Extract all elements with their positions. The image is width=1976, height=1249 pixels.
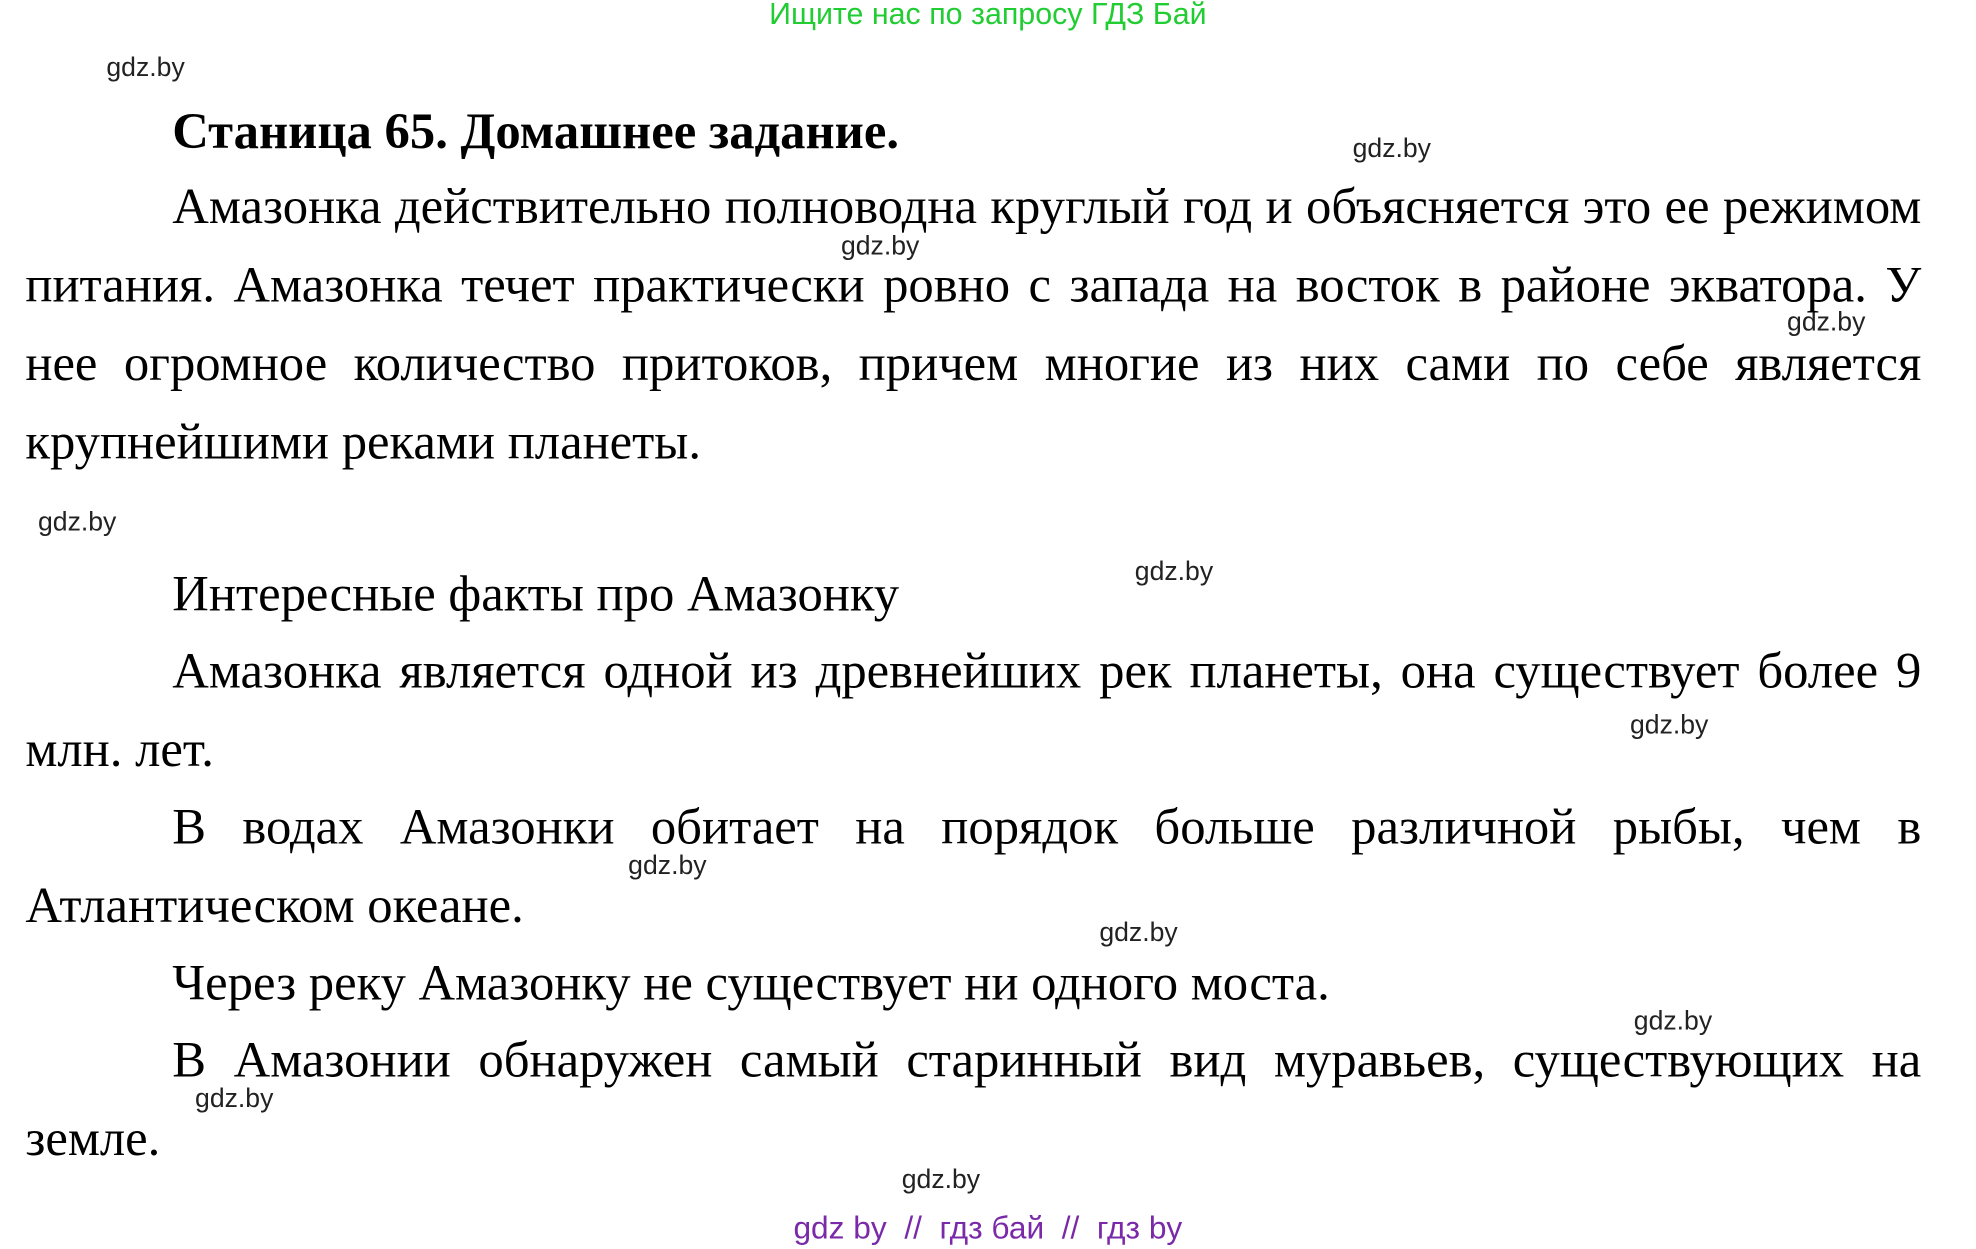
footer-links[interactable]: gdz by // гдз бай // гдз by [793,1210,1183,1247]
watermark: gdz.by [1787,307,1866,337]
watermark: gdz.by [628,851,707,881]
paragraph-fact-ants: В Амазонии обнаружен самый старинный вид муравьев, существующих на земле. [25,1030,1922,1167]
paragraph-fact-age: Амазонка является одной из древнейших рек планеты, она существует более 9 млн. лет. [25,642,1922,778]
watermark: gdz.by [1633,1006,1713,1036]
watermark: gdz.by [1352,134,1431,164]
watermark: gdz.by [106,53,185,83]
watermark: gdz.by [1099,918,1178,948]
paragraph-fact-fish: В водах Амазонки обитает на порядок больше различной рыбы, чем в Атлантическом океане. [25,797,1922,934]
watermark: gdz.by [1134,557,1214,587]
watermark: gdz.by [195,1084,274,1114]
watermark: gdz.by [1629,710,1709,740]
page-title: Станица 65. Домашнее задание. [172,102,900,160]
watermark: gdz.by [840,231,920,261]
facts-heading: Интересные факты про Амазонку [172,564,900,622]
search-banner[interactable]: Ищите нас по запросу ГДЗ Бай [769,0,1207,32]
paragraph-amazon-intro: Амазонка действительно полноводна круглый год и объясняется это ее режимом питания. Амазонка течет практически ровно с запада на восток в районе экватора. У нее огромное количество притоков, причем многие из них сами по себе является крупнейшими реками планеты. [25,177,1922,470]
watermark: gdz.by [37,507,117,537]
paragraph-fact-bridges: Через реку Амазонку не существует ни одного моста. [172,953,1330,1011]
watermark: gdz.by [901,1165,981,1195]
